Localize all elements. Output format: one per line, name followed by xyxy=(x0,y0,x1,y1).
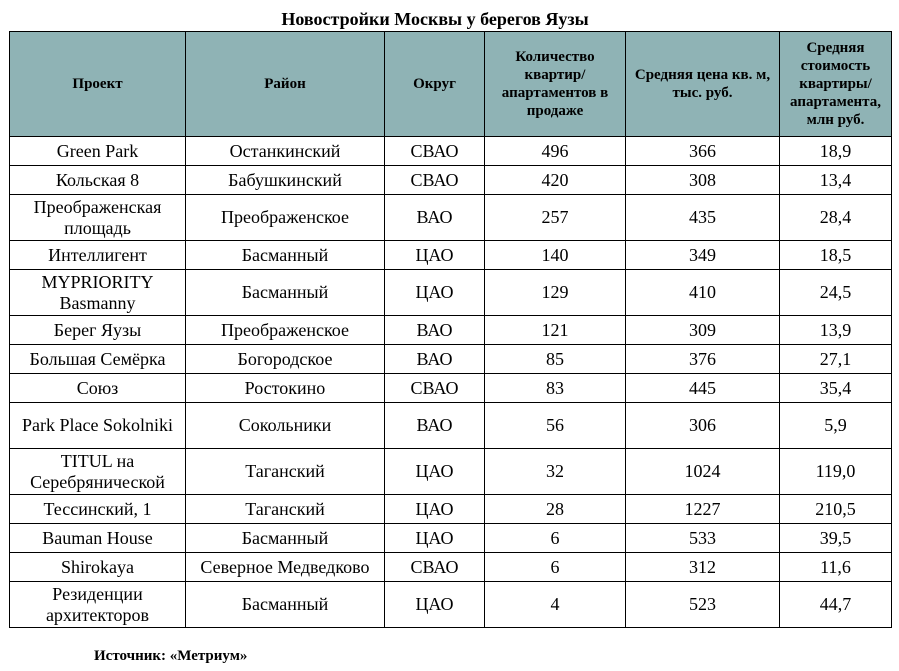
table-cell: 121 xyxy=(485,316,626,345)
source-note: Источник: «Метриум» xyxy=(94,648,248,664)
table-cell: ЦАО xyxy=(385,270,485,316)
table-cell: 523 xyxy=(626,582,780,628)
table-cell: Интеллигент xyxy=(10,241,186,270)
table-cell: Сокольники xyxy=(186,403,385,449)
table-cell: 32 xyxy=(485,449,626,495)
table-row xyxy=(10,495,892,524)
table-cell: Большая Семёрка xyxy=(10,345,186,374)
table-cell: ЦАО xyxy=(385,495,485,524)
table-cell: 35,4 xyxy=(780,374,892,403)
table-cell: ВАО xyxy=(385,345,485,374)
table-cell: 18,5 xyxy=(780,241,892,270)
table-cell: Park Place Sokolniki xyxy=(10,403,186,449)
table-cell: Басманный xyxy=(186,582,385,628)
table-cell: Берег Яузы xyxy=(10,316,186,345)
table-cell: MYPRIORITY Basmanny xyxy=(10,270,186,316)
table-cell: ЦАО xyxy=(385,449,485,495)
header-cell: Округ xyxy=(385,32,485,137)
header-cell: Средняя цена кв. м, тыс. руб. xyxy=(626,32,780,137)
table-cell: Басманный xyxy=(186,241,385,270)
table-row xyxy=(10,582,892,628)
table-cell: 308 xyxy=(626,166,780,195)
table-cell: 445 xyxy=(626,374,780,403)
data-table xyxy=(9,31,892,628)
table-row xyxy=(10,166,892,195)
table-cell: 140 xyxy=(485,241,626,270)
table-cell: 56 xyxy=(485,403,626,449)
table-cell: 13,9 xyxy=(780,316,892,345)
table-cell: ВАО xyxy=(385,316,485,345)
table-cell: 210,5 xyxy=(780,495,892,524)
table-cell: 349 xyxy=(626,241,780,270)
header-cell: Проект xyxy=(10,32,186,137)
header-row xyxy=(10,32,892,137)
table-cell: 312 xyxy=(626,553,780,582)
table-row xyxy=(10,374,892,403)
table-cell: 376 xyxy=(626,345,780,374)
table-cell: СВАО xyxy=(385,553,485,582)
table-cell: Басманный xyxy=(186,270,385,316)
table-row xyxy=(10,449,892,495)
table-cell: Преображенское xyxy=(186,316,385,345)
table-row xyxy=(10,137,892,166)
table-cell: 257 xyxy=(485,195,626,241)
table-cell: 4 xyxy=(485,582,626,628)
table-cell: ВАО xyxy=(385,195,485,241)
table-cell: 24,5 xyxy=(780,270,892,316)
table-cell: 1024 xyxy=(626,449,780,495)
table-cell: Преображенское xyxy=(186,195,385,241)
table-row xyxy=(10,316,892,345)
table-cell: 533 xyxy=(626,524,780,553)
header-cell: Количество квартир/ апартаментов в продаже xyxy=(485,32,626,137)
table-row xyxy=(10,345,892,374)
table-cell: 306 xyxy=(626,403,780,449)
table-cell: Северное Медведково xyxy=(186,553,385,582)
table-cell: 27,1 xyxy=(780,345,892,374)
table-cell: Тессинский, 1 xyxy=(10,495,186,524)
table-cell: 6 xyxy=(485,524,626,553)
table-cell: Бабушкинский xyxy=(186,166,385,195)
table-cell: Останкинский xyxy=(186,137,385,166)
table-cell: Shirokaya xyxy=(10,553,186,582)
table-cell: 5,9 xyxy=(780,403,892,449)
table-cell: 44,7 xyxy=(780,582,892,628)
table-cell: 13,4 xyxy=(780,166,892,195)
table-cell: ЦАО xyxy=(385,582,485,628)
table-cell: 119,0 xyxy=(780,449,892,495)
table-cell: СВАО xyxy=(385,137,485,166)
table-cell: Bauman House xyxy=(10,524,186,553)
table-cell: 28 xyxy=(485,495,626,524)
table-cell: 6 xyxy=(485,553,626,582)
table-cell: Green Park xyxy=(10,137,186,166)
table-cell: Кольская 8 xyxy=(10,166,186,195)
table-cell: ЦАО xyxy=(385,241,485,270)
table-cell: 309 xyxy=(626,316,780,345)
table-cell: ЦАО xyxy=(385,524,485,553)
table-cell: СВАО xyxy=(385,166,485,195)
table-cell: 410 xyxy=(626,270,780,316)
table-cell: 1227 xyxy=(626,495,780,524)
table-row xyxy=(10,270,892,316)
table-row xyxy=(10,241,892,270)
table-cell: 420 xyxy=(485,166,626,195)
table-cell: 129 xyxy=(485,270,626,316)
table-cell: 85 xyxy=(485,345,626,374)
table-cell: Резиденции архитекторов xyxy=(10,582,186,628)
table-cell: 83 xyxy=(485,374,626,403)
table-cell: Таганский xyxy=(186,449,385,495)
table-row xyxy=(10,524,892,553)
table-cell: Таганский xyxy=(186,495,385,524)
table-cell: Преображенская площадь xyxy=(10,195,186,241)
table-cell: Союз xyxy=(10,374,186,403)
table-cell: 18,9 xyxy=(780,137,892,166)
table-cell: 28,4 xyxy=(780,195,892,241)
table-cell: 496 xyxy=(485,137,626,166)
table-cell: 435 xyxy=(626,195,780,241)
table-cell: ВАО xyxy=(385,403,485,449)
table-cell: Богородское xyxy=(186,345,385,374)
table-cell: 11,6 xyxy=(780,553,892,582)
table-cell: 366 xyxy=(626,137,780,166)
page-title: Новостройки Москвы у берегов Яузы xyxy=(281,9,589,29)
table-cell: СВАО xyxy=(385,374,485,403)
table-cell: TITUL на Серебрянической xyxy=(10,449,186,495)
table-row xyxy=(10,403,892,449)
header-cell: Район xyxy=(186,32,385,137)
table-row xyxy=(10,553,892,582)
table-cell: Басманный xyxy=(186,524,385,553)
table-row xyxy=(10,195,892,241)
header-cell: Средняя стоимость квартиры/ апартамента, млн руб. xyxy=(780,32,892,137)
table-cell: 39,5 xyxy=(780,524,892,553)
table-cell: Ростокино xyxy=(186,374,385,403)
